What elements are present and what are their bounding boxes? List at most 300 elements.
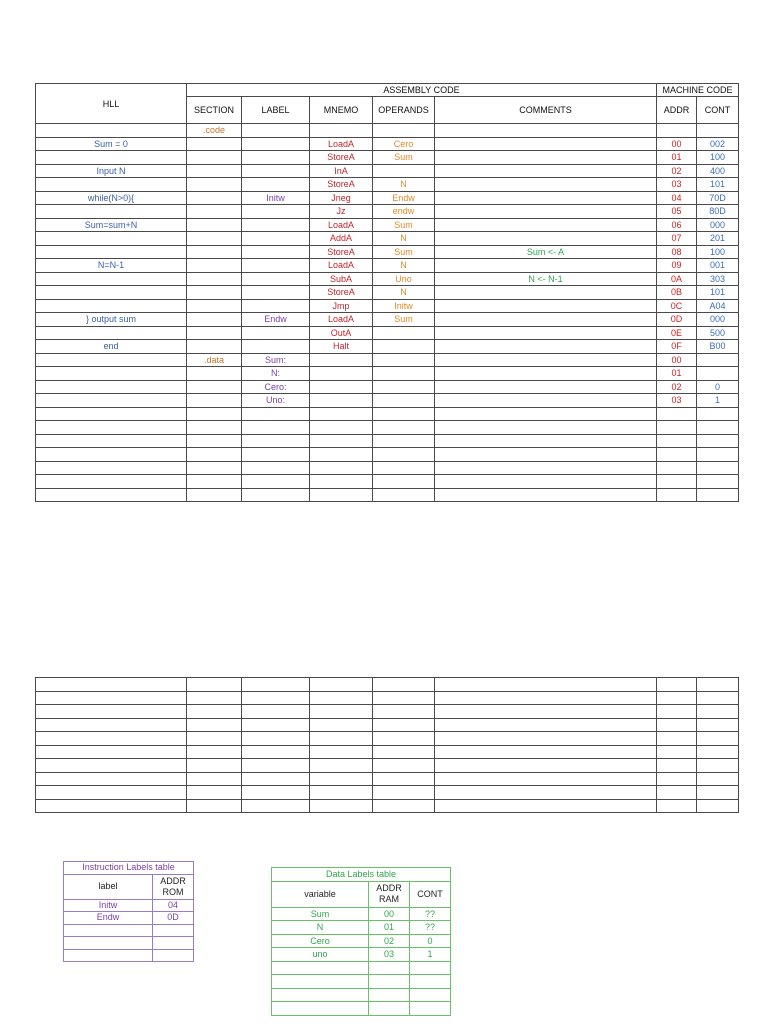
addr-cell: 09 <box>657 259 697 273</box>
hll-cell <box>36 299 187 313</box>
mnemo-cell: OutA <box>310 326 373 340</box>
table-row <box>36 380 739 394</box>
empty-cell <box>187 678 242 692</box>
empty-cell <box>242 772 310 786</box>
data-label-rows <box>272 907 451 1015</box>
data-variable-header: variable <box>272 881 369 907</box>
label-cell <box>242 407 310 421</box>
empty-cell <box>657 759 697 773</box>
comments-cell <box>435 380 657 394</box>
empty-cell <box>187 772 242 786</box>
label-header: LABEL <box>242 97 310 124</box>
empty-cell <box>435 799 657 813</box>
empty-cell <box>310 786 373 800</box>
section-cell <box>187 407 242 421</box>
empty-cell <box>187 705 242 719</box>
table-row <box>36 745 739 759</box>
empty-cell <box>242 705 310 719</box>
operands-cell: Uno <box>373 272 435 286</box>
hll-cell <box>36 434 187 448</box>
operands-cell: endw <box>373 205 435 219</box>
empty-cell <box>242 678 310 692</box>
mnemo-cell: SubA <box>310 272 373 286</box>
operands-cell <box>373 380 435 394</box>
empty-cell <box>657 678 697 692</box>
addr-cell <box>657 421 697 435</box>
comments-cell <box>435 191 657 205</box>
label-cell: Sum: <box>242 353 310 367</box>
empty-cell <box>697 772 739 786</box>
operands-cell <box>373 461 435 475</box>
label-cell: N: <box>242 367 310 381</box>
label-cell <box>242 245 310 259</box>
instr-addr-cell: 04 <box>153 899 194 912</box>
mnemo-cell <box>310 124 373 138</box>
table-row <box>36 232 739 246</box>
table-row <box>272 934 451 948</box>
section-cell <box>187 245 242 259</box>
mnemo-cell <box>310 434 373 448</box>
mnemo-cell: Jmp <box>310 299 373 313</box>
mnemo-cell: LoadA <box>310 137 373 151</box>
section-cell <box>187 218 242 232</box>
section-cell <box>187 434 242 448</box>
table-row <box>272 907 451 921</box>
comments-cell <box>435 448 657 462</box>
hll-cell <box>36 475 187 489</box>
label-cell <box>242 272 310 286</box>
addr-cell <box>657 407 697 421</box>
data-addr-cell <box>369 988 410 1002</box>
table-row <box>272 975 451 989</box>
table-row <box>36 407 739 421</box>
table-row <box>36 137 739 151</box>
table-row <box>36 245 739 259</box>
hll-cell: Input N <box>36 164 187 178</box>
instr-label-header: label <box>64 874 153 899</box>
comments-cell <box>435 259 657 273</box>
comments-cell <box>435 353 657 367</box>
empty-cell <box>36 678 187 692</box>
comments-cell <box>435 218 657 232</box>
section-cell <box>187 151 242 165</box>
hll-cell: Sum=sum+N <box>36 218 187 232</box>
instr-addr-cell <box>153 949 194 962</box>
cont-cell <box>697 461 739 475</box>
empty-cell <box>310 732 373 746</box>
cont-header: CONT <box>697 97 739 124</box>
operands-cell <box>373 434 435 448</box>
empty-cell <box>242 799 310 813</box>
section-cell <box>187 448 242 462</box>
cont-cell: B00 <box>697 340 739 354</box>
cont-cell <box>697 475 739 489</box>
hll-cell <box>36 353 187 367</box>
addr-cell <box>657 475 697 489</box>
section-cell <box>187 205 242 219</box>
data-variable-cell: Cero <box>272 934 369 948</box>
table-row <box>36 448 739 462</box>
empty-cell <box>657 799 697 813</box>
empty-cell <box>36 799 187 813</box>
table-row <box>36 488 739 502</box>
comments-cell <box>435 421 657 435</box>
cont-cell: 0 <box>697 380 739 394</box>
cont-cell: 303 <box>697 272 739 286</box>
operands-header: OPERANDS <box>373 97 435 124</box>
table-row <box>36 124 739 138</box>
empty-cell <box>657 705 697 719</box>
table-row <box>272 988 451 1002</box>
data-variable-cell <box>272 975 369 989</box>
section-cell <box>187 394 242 408</box>
empty-cell <box>187 786 242 800</box>
data-cont-cell: ?? <box>410 907 451 921</box>
data-cont-cell <box>410 961 451 975</box>
hll-cell <box>36 245 187 259</box>
data-cont-cell: 0 <box>410 934 451 948</box>
table-row <box>36 367 739 381</box>
addr-cell: 00 <box>657 353 697 367</box>
table-row <box>36 732 739 746</box>
addr-cell: 06 <box>657 218 697 232</box>
instr-label-cell <box>64 949 153 962</box>
cont-cell <box>697 353 739 367</box>
empty-cell <box>242 745 310 759</box>
addr-cell: 0C <box>657 299 697 313</box>
hll-cell <box>36 367 187 381</box>
label-cell <box>242 340 310 354</box>
comments-cell <box>435 232 657 246</box>
section-cell: .data <box>187 353 242 367</box>
data-cont-cell: 1 <box>410 948 451 962</box>
comments-cell <box>435 151 657 165</box>
label-cell: Uno: <box>242 394 310 408</box>
operands-cell: Cero <box>373 137 435 151</box>
cont-cell: 201 <box>697 232 739 246</box>
mnemo-cell <box>310 353 373 367</box>
data-variable-cell: Sum <box>272 907 369 921</box>
mnemo-header: MNEMO <box>310 97 373 124</box>
addr-cell: 02 <box>657 164 697 178</box>
addr-header: ADDR <box>657 97 697 124</box>
blank-table <box>35 677 739 813</box>
empty-cell <box>373 745 435 759</box>
comments-cell <box>435 299 657 313</box>
program-rows <box>36 124 739 502</box>
empty-cell <box>310 759 373 773</box>
hll-cell <box>36 394 187 408</box>
empty-cell <box>36 772 187 786</box>
cont-cell: 80D <box>697 205 739 219</box>
table-row <box>36 705 739 719</box>
hll-cell: N=N-1 <box>36 259 187 273</box>
blank-rows <box>36 678 739 813</box>
empty-cell <box>697 718 739 732</box>
empty-cell <box>310 691 373 705</box>
operands-cell: Sum <box>373 151 435 165</box>
mnemo-cell: Halt <box>310 340 373 354</box>
mnemo-cell: Jz <box>310 205 373 219</box>
comments-cell <box>435 326 657 340</box>
hll-cell <box>36 205 187 219</box>
hll-cell <box>36 407 187 421</box>
hll-cell: while(N>0){ <box>36 191 187 205</box>
addr-cell: 0D <box>657 313 697 327</box>
label-cell: Endw <box>242 313 310 327</box>
hll-cell <box>36 151 187 165</box>
section-cell <box>187 461 242 475</box>
hll-cell <box>36 232 187 246</box>
cont-cell: 101 <box>697 286 739 300</box>
mnemo-cell: LoadA <box>310 218 373 232</box>
comments-cell <box>435 286 657 300</box>
data-addr-cell: 03 <box>369 948 410 962</box>
program-table <box>35 83 739 502</box>
table-row <box>64 912 194 925</box>
table-row <box>36 272 739 286</box>
empty-cell <box>310 718 373 732</box>
comments-cell <box>435 367 657 381</box>
addr-cell <box>657 434 697 448</box>
section-cell: .code <box>187 124 242 138</box>
label-cell: Initw <box>242 191 310 205</box>
table-row <box>36 151 739 165</box>
mnemo-cell <box>310 407 373 421</box>
cont-cell <box>697 367 739 381</box>
label-cell <box>242 205 310 219</box>
addr-cell: 02 <box>657 380 697 394</box>
addr-cell: 05 <box>657 205 697 219</box>
data-variable-cell: uno <box>272 948 369 962</box>
empty-cell <box>187 799 242 813</box>
table-row <box>36 286 739 300</box>
mnemo-cell: LoadA <box>310 259 373 273</box>
data-cont-cell <box>410 988 451 1002</box>
table-row <box>272 1002 451 1016</box>
empty-cell <box>310 745 373 759</box>
empty-cell <box>697 678 739 692</box>
cont-cell: 400 <box>697 164 739 178</box>
table-row <box>36 799 739 813</box>
table-row <box>36 353 739 367</box>
data-variable-cell <box>272 961 369 975</box>
cont-cell: 1 <box>697 394 739 408</box>
comments-cell <box>435 124 657 138</box>
addr-cell: 01 <box>657 367 697 381</box>
empty-cell <box>697 786 739 800</box>
empty-cell <box>187 691 242 705</box>
section-cell <box>187 475 242 489</box>
empty-cell <box>36 705 187 719</box>
label-cell <box>242 178 310 192</box>
empty-cell <box>435 718 657 732</box>
hll-cell <box>36 380 187 394</box>
addr-cell <box>657 488 697 502</box>
section-cell <box>187 340 242 354</box>
label-cell <box>242 164 310 178</box>
operands-cell <box>373 353 435 367</box>
mnemo-cell: AddA <box>310 232 373 246</box>
data-addr-header <box>369 881 410 907</box>
empty-cell <box>36 691 187 705</box>
mnemo-cell: InA <box>310 164 373 178</box>
comments-cell <box>435 313 657 327</box>
table-row <box>36 434 739 448</box>
empty-cell <box>657 691 697 705</box>
empty-cell <box>373 772 435 786</box>
comments-cell <box>435 434 657 448</box>
table-row <box>36 340 739 354</box>
table-row <box>272 961 451 975</box>
section-cell <box>187 178 242 192</box>
addr-cell <box>657 461 697 475</box>
operands-cell <box>373 407 435 421</box>
table-row <box>36 461 739 475</box>
section-cell <box>187 421 242 435</box>
label-cell <box>242 259 310 273</box>
empty-cell <box>657 772 697 786</box>
label-cell <box>242 461 310 475</box>
label-cell <box>242 299 310 313</box>
data-addr-cell <box>369 1002 410 1016</box>
operands-cell: N <box>373 259 435 273</box>
hll-cell: Sum = 0 <box>36 137 187 151</box>
data-addr-header-line1: ADDR <box>376 883 402 893</box>
empty-cell <box>697 691 739 705</box>
assembly-code-header: ASSEMBLY CODE <box>187 84 657 97</box>
cont-cell: 002 <box>697 137 739 151</box>
empty-cell <box>697 799 739 813</box>
table-row <box>36 691 739 705</box>
comments-cell <box>435 407 657 421</box>
cont-cell: 100 <box>697 245 739 259</box>
table-row <box>36 678 739 692</box>
section-cell <box>187 299 242 313</box>
section-cell <box>187 259 242 273</box>
table-row <box>36 759 739 773</box>
label-cell <box>242 475 310 489</box>
addr-cell: 03 <box>657 394 697 408</box>
operands-cell <box>373 475 435 489</box>
table-row <box>36 191 739 205</box>
empty-cell <box>242 786 310 800</box>
data-addr-cell <box>369 961 410 975</box>
operands-cell <box>373 164 435 178</box>
cont-cell <box>697 488 739 502</box>
data-cont-cell: ?? <box>410 921 451 935</box>
hll-cell <box>36 326 187 340</box>
empty-cell <box>36 759 187 773</box>
machine-code-header: MACHINE CODE <box>657 84 739 97</box>
table-row <box>36 475 739 489</box>
table-row <box>36 178 739 192</box>
operands-cell <box>373 488 435 502</box>
label-cell <box>242 137 310 151</box>
empty-cell <box>657 718 697 732</box>
instr-addr-header-line2: ROM <box>162 886 184 897</box>
data-variable-cell: N <box>272 921 369 935</box>
hll-cell <box>36 124 187 138</box>
operands-cell: N <box>373 178 435 192</box>
operands-cell <box>373 394 435 408</box>
instr-addr-header <box>153 874 194 899</box>
empty-cell <box>373 678 435 692</box>
empty-cell <box>310 705 373 719</box>
section-cell <box>187 367 242 381</box>
instruction-label-rows <box>64 899 194 962</box>
comments-cell <box>435 475 657 489</box>
cont-cell: 000 <box>697 313 739 327</box>
empty-cell <box>242 759 310 773</box>
comments-cell <box>435 205 657 219</box>
operands-cell <box>373 340 435 354</box>
empty-cell <box>435 705 657 719</box>
cont-cell: 001 <box>697 259 739 273</box>
hll-cell <box>36 178 187 192</box>
empty-cell <box>187 718 242 732</box>
empty-cell <box>697 705 739 719</box>
comments-cell: N <- N-1 <box>435 272 657 286</box>
operands-cell <box>373 124 435 138</box>
instr-label-cell: Endw <box>64 912 153 925</box>
empty-cell <box>373 691 435 705</box>
empty-cell <box>310 772 373 786</box>
data-cont-cell <box>410 975 451 989</box>
section-cell <box>187 164 242 178</box>
empty-cell <box>435 786 657 800</box>
mnemo-cell: Jneg <box>310 191 373 205</box>
comments-cell <box>435 488 657 502</box>
cont-cell <box>697 407 739 421</box>
empty-cell <box>697 745 739 759</box>
instr-label-cell <box>64 937 153 950</box>
cont-cell: 500 <box>697 326 739 340</box>
label-cell <box>242 232 310 246</box>
data-variable-cell <box>272 988 369 1002</box>
instruction-labels-table <box>63 861 194 962</box>
data-addr-cell: 01 <box>369 921 410 935</box>
instruction-labels-title: Instruction Labels table <box>64 862 194 875</box>
empty-cell <box>187 759 242 773</box>
table-row <box>36 786 739 800</box>
addr-cell: 04 <box>657 191 697 205</box>
table-row <box>64 937 194 950</box>
empty-cell <box>242 691 310 705</box>
mnemo-cell: StoreA <box>310 286 373 300</box>
comments-cell <box>435 178 657 192</box>
label-cell <box>242 488 310 502</box>
table-row <box>36 218 739 232</box>
addr-cell: 0F <box>657 340 697 354</box>
mnemo-cell <box>310 448 373 462</box>
table-row <box>36 164 739 178</box>
empty-cell <box>657 745 697 759</box>
mnemo-cell: StoreA <box>310 151 373 165</box>
operands-cell: Sum <box>373 218 435 232</box>
empty-cell <box>373 718 435 732</box>
instr-label-cell <box>64 924 153 937</box>
section-cell <box>187 137 242 151</box>
hll-cell <box>36 272 187 286</box>
mnemo-cell <box>310 394 373 408</box>
empty-cell <box>187 732 242 746</box>
operands-cell: Sum <box>373 245 435 259</box>
empty-cell <box>310 678 373 692</box>
empty-cell <box>36 745 187 759</box>
empty-cell <box>373 705 435 719</box>
table-row <box>64 924 194 937</box>
